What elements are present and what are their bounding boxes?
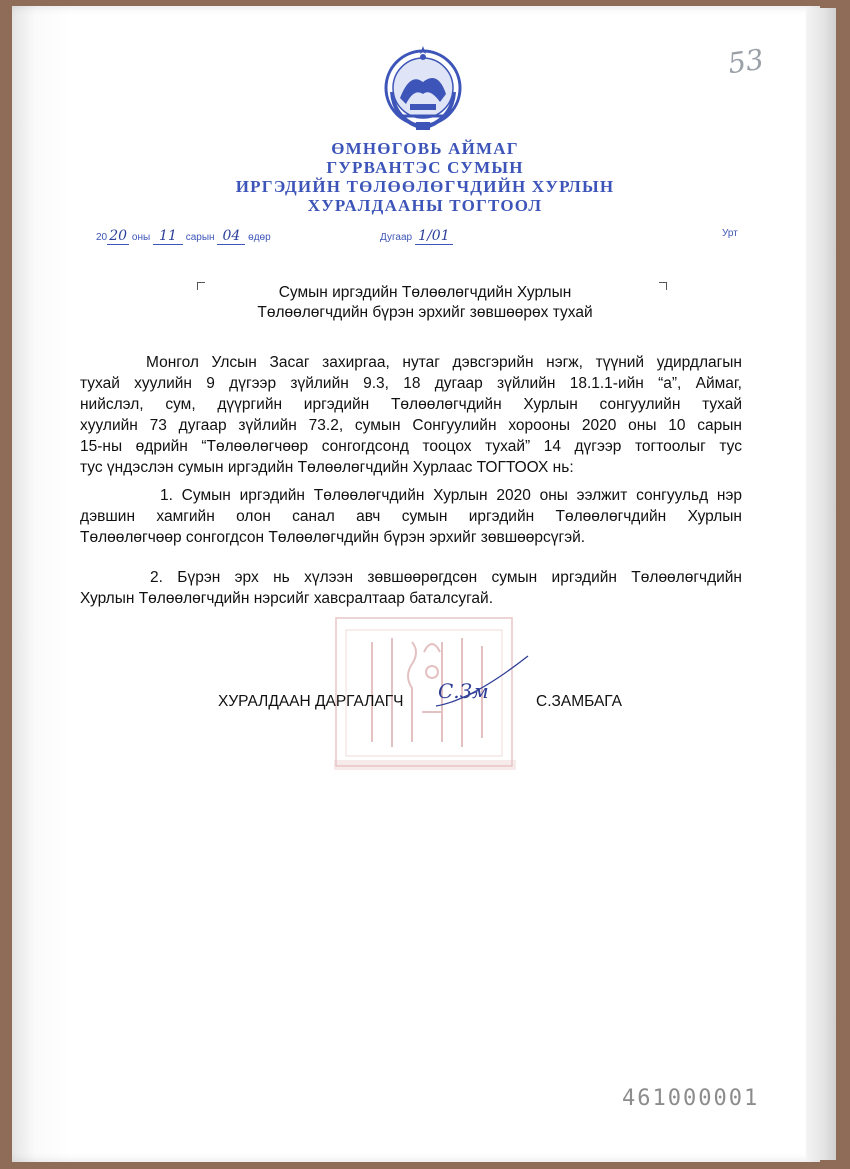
paragraph-line: дэвшин хамгийн олон санал авч сумын иргэдийн Төлөөлөгчдийн Хурлын: [80, 508, 742, 525]
signature-text: С.Зм: [438, 679, 489, 703]
number-label: Дугаар: [380, 232, 413, 243]
header-sum: ГУРВАНТЭС СУМЫН: [326, 158, 524, 177]
month-label: сарын: [185, 232, 215, 243]
preamble-paragraph: [80, 352, 742, 478]
date-field: [96, 228, 271, 245]
page-number-handwritten: 53: [725, 42, 766, 81]
paragraph-line: Төлөөлөгчөөр сонгогдсон Төлөөлөгчдийн бүрэн эрхийг зөвшөөрсүгэй.: [80, 529, 586, 546]
day-handwritten: 04: [222, 228, 241, 244]
day-label: өдөр: [248, 232, 271, 243]
paragraph-line: хуулийн 73 дугаар зүйлийн 73.2, сумын Сонгуулийн хорооны 2020 оны 10 сарын: [80, 417, 742, 434]
paragraph-line: тус үндэслэн сумын иргэдийн Төлөөлөгчдийн Хурлаас ТОГТООХ нь:: [80, 459, 574, 476]
paragraph-line: 2. Бүрэн эрх нь хүлээн зөвшөөрөгдсөн сумын иргэдийн Төлөөлөгчдийн: [150, 569, 742, 586]
year-prefix: 20: [96, 232, 108, 243]
resolution-item-1: [80, 485, 742, 548]
serial-number: 461000001: [622, 1086, 760, 1111]
paragraph-line: нийслэл, сум, дүүргийн иргэдийн Төлөөлөгчдийн Хурлын сонгуулийн тухай: [80, 396, 742, 413]
header-council: ИРГЭДИЙН ТӨЛӨӨЛӨГЧДИЙН ХУРЛЫН: [235, 177, 615, 196]
header-aimag: ӨМНӨГОВЬ АЙМАГ: [331, 139, 519, 158]
document-title-line1: Сумын иргэдийн Төлөөлөгчдийн Хурлын: [278, 284, 572, 301]
year-label: оны: [131, 232, 151, 243]
paragraph-line: Хурлын Төлөөлөгчдийн нэрсийг хавсралтаар баталсугай.: [80, 590, 493, 607]
header-resolution: ХУРАЛДААНЫ ТОГТООЛ: [307, 196, 543, 215]
year-handwritten: 20: [109, 228, 128, 244]
number-field: [380, 228, 453, 245]
number-handwritten: 1/01: [418, 228, 450, 244]
handwritten-signature: [432, 652, 532, 714]
chairperson-role: ХУРАЛДААН ДАРГАЛАГЧ: [218, 693, 404, 710]
place-label: Урт: [722, 228, 738, 239]
chairperson-name: С.ЗАМБАГА: [536, 693, 622, 710]
month-handwritten: 11: [159, 228, 177, 244]
resolution-item-2: [80, 567, 742, 609]
document-title-line2: Төлөөлөгчдийн бүрэн эрхийг зөвшөөрөх тухай: [257, 304, 593, 321]
paragraph-line: 15-ны өдрийн “Төлөөлөгчөөр сонгогдсонд тооцох тухай” 14 дүгээр тогтоолыг тус: [80, 438, 742, 455]
paragraph-line: 1. Сумын иргэдийн Төлөөлөгчдийн Хурлын 2020 оны ээлжит сонгуульд нэр: [160, 487, 742, 504]
paragraph-line: Монгол Улсын Засаг захиргаа, нутаг дэвсгэрийн нэгж, түүний удирдлагын: [146, 354, 742, 371]
state-emblem-icon: [380, 42, 466, 134]
paragraph-line: тухай хуулийн 9 дүгээр зүйлийн 9.3, 18 дугаар зүйлийн 18.1.1-ийн “а”, Аймаг,: [80, 375, 742, 392]
